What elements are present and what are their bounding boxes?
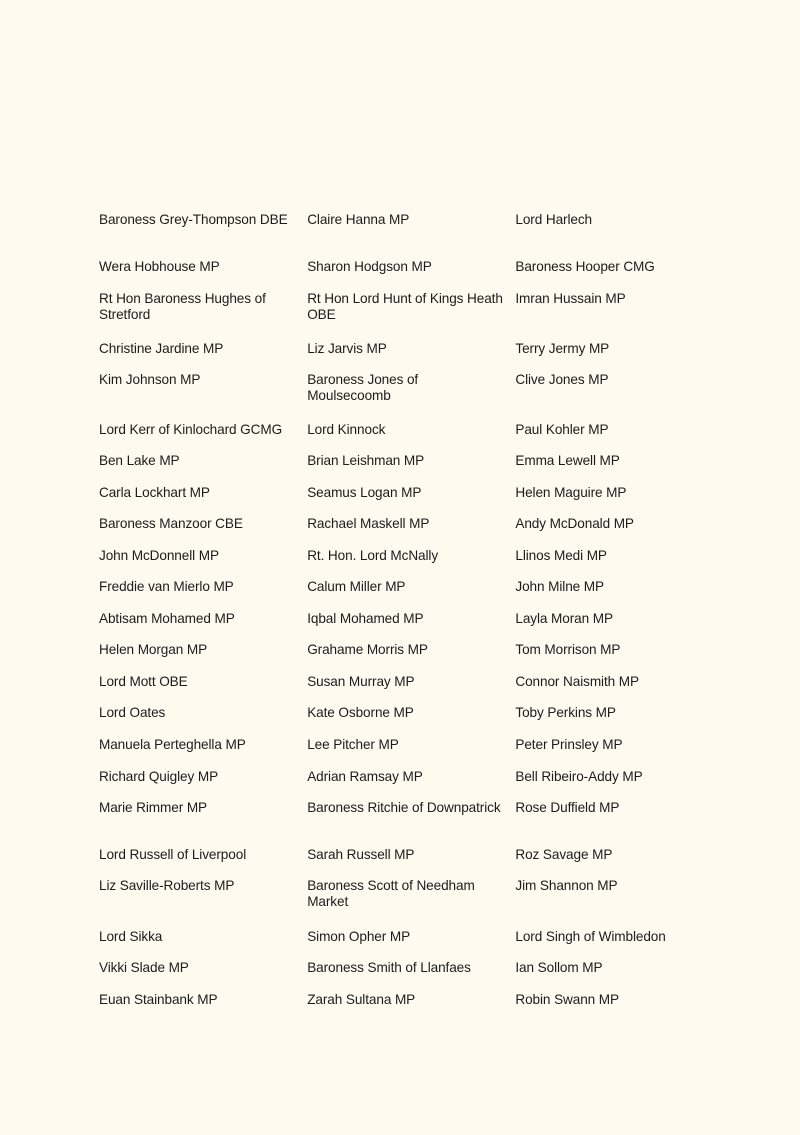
signatory-name: Richard Quigley MP xyxy=(99,769,219,784)
signatory-cell xyxy=(307,372,515,422)
signatory-name: Grahame Morris MP xyxy=(307,642,428,657)
signatory-name: Baroness Ritchie of Downpatrick xyxy=(307,800,501,815)
signatory-cell xyxy=(515,611,719,642)
signatory-name: Lord Kinnock xyxy=(307,422,386,437)
signatory-cell xyxy=(99,705,307,737)
signatory-cell xyxy=(99,960,307,992)
signatory-name: Lord Kerr of Kinlochard GCMG xyxy=(99,422,283,437)
signatory-cell xyxy=(307,642,515,674)
signatory-cell xyxy=(99,422,307,453)
signatory-name: Lord Sikka xyxy=(99,929,163,944)
signatory-name: Robin Swann MP xyxy=(515,992,620,1007)
signatory-row xyxy=(99,372,719,422)
signatory-cell xyxy=(307,341,515,372)
signatory-name: Lord Singh of Wimbledon xyxy=(515,929,666,944)
signatory-name: Lord Russell of Liverpool xyxy=(99,847,247,862)
signatory-cell xyxy=(307,992,515,1023)
signatory-row xyxy=(99,611,719,642)
signatory-cell xyxy=(307,453,515,485)
signatory-row xyxy=(99,878,719,929)
signatory-cell xyxy=(515,341,719,372)
signatory-name: Susan Murray MP xyxy=(307,674,415,689)
signatory-name: Rose Duffield MP xyxy=(515,800,620,815)
signatory-cell xyxy=(515,847,719,878)
signatory-cell xyxy=(99,800,307,847)
signatories-table xyxy=(99,212,719,1023)
signatory-name: Simon Opher MP xyxy=(307,929,411,944)
signatory-row xyxy=(99,453,719,485)
signatory-cell xyxy=(307,769,515,800)
signatory-name: Baroness Grey-Thompson DBE xyxy=(99,212,288,227)
signatories-table-body xyxy=(99,212,719,1023)
signatory-name: John McDonnell MP xyxy=(99,548,219,563)
signatory-cell xyxy=(307,705,515,737)
signatory-name: Lord Harlech xyxy=(515,212,593,227)
signatory-row xyxy=(99,847,719,878)
signatory-row xyxy=(99,737,719,769)
signatory-name: Seamus Logan MP xyxy=(307,485,422,500)
signatory-name: Sharon Hodgson MP xyxy=(307,259,432,274)
signatory-cell xyxy=(99,674,307,705)
signatory-cell xyxy=(307,737,515,769)
signatory-name: Euan Stainbank MP xyxy=(99,992,218,1007)
signatory-cell xyxy=(99,769,307,800)
signatory-cell xyxy=(99,212,307,259)
signatory-cell xyxy=(99,259,307,291)
signatory-name: Ian Sollom MP xyxy=(515,960,603,975)
signatory-name: Rt Hon Baroness Hughes of Stretford xyxy=(99,291,266,322)
signatory-cell xyxy=(99,992,307,1023)
signatory-cell xyxy=(515,422,719,453)
signatory-cell xyxy=(99,611,307,642)
signatory-name: Zarah Sultana MP xyxy=(307,992,416,1007)
signatory-cell xyxy=(515,579,719,611)
signatory-row xyxy=(99,548,719,579)
signatory-row xyxy=(99,259,719,291)
signatory-name: Baroness Jones of Moulsecoomb xyxy=(307,372,419,403)
signatory-name: Kate Osborne MP xyxy=(307,705,414,720)
signatory-row xyxy=(99,579,719,611)
signatory-name: Roz Savage MP xyxy=(515,847,613,862)
signatory-name: Adrian Ramsay MP xyxy=(307,769,423,784)
signatory-cell xyxy=(99,453,307,485)
signatory-cell xyxy=(307,929,515,960)
signatory-name: Calum Miller MP xyxy=(307,579,406,594)
signatory-cell xyxy=(307,611,515,642)
signatory-name: Rt Hon Lord Hunt of Kings Heath OBE xyxy=(307,291,503,322)
signatory-cell xyxy=(99,737,307,769)
signatory-cell xyxy=(515,548,719,579)
signatory-cell xyxy=(99,929,307,960)
signatory-cell xyxy=(307,485,515,516)
signatory-row xyxy=(99,291,719,341)
signatory-cell xyxy=(307,259,515,291)
signatory-name: Terry Jermy MP xyxy=(515,341,610,356)
signatory-cell xyxy=(307,422,515,453)
signatory-name: Rt. Hon. Lord McNally xyxy=(307,548,439,563)
signatory-cell xyxy=(515,372,719,422)
signatory-name: Manuela Perteghella MP xyxy=(99,737,246,752)
signatory-name: Bell Ribeiro-Addy MP xyxy=(515,769,643,784)
signatory-row xyxy=(99,960,719,992)
signatory-name: Carla Lockhart MP xyxy=(99,485,210,500)
signatory-row xyxy=(99,642,719,674)
signatory-name: Vikki Slade MP xyxy=(99,960,189,975)
signatory-cell xyxy=(515,291,719,341)
signatory-cell xyxy=(515,516,719,548)
signatory-name: Christine Jardine MP xyxy=(99,341,224,356)
signatory-cell xyxy=(307,800,515,847)
signatory-cell xyxy=(307,878,515,929)
signatory-name: Clive Jones MP xyxy=(515,372,609,387)
signatory-cell xyxy=(515,485,719,516)
signatory-row xyxy=(99,674,719,705)
signatory-name: Emma Lewell MP xyxy=(515,453,620,468)
signatory-name: Connor Naismith MP xyxy=(515,674,639,689)
signatory-name: Liz Saville-Roberts MP xyxy=(99,878,235,893)
signatory-cell xyxy=(99,291,307,341)
signatory-cell xyxy=(99,847,307,878)
signatory-name: Sarah Russell MP xyxy=(307,847,415,862)
signatory-cell xyxy=(99,516,307,548)
signatory-cell xyxy=(515,800,719,847)
signatory-row xyxy=(99,800,719,847)
signatory-name: Paul Kohler MP xyxy=(515,422,609,437)
signatory-cell xyxy=(515,878,719,929)
signatory-row xyxy=(99,212,719,259)
signatory-name: Lord Oates xyxy=(99,705,166,720)
signatory-row xyxy=(99,422,719,453)
signatory-name: Baroness Smith of Llanfaes xyxy=(307,960,471,975)
signatory-name: Baroness Manzoor CBE xyxy=(99,516,243,531)
signatory-cell xyxy=(307,579,515,611)
signatory-name: Baroness Hooper CMG xyxy=(515,259,655,274)
signatory-cell xyxy=(515,960,719,992)
signatory-row xyxy=(99,341,719,372)
signatory-cell xyxy=(515,929,719,960)
signatory-cell xyxy=(99,372,307,422)
signatory-cell xyxy=(515,674,719,705)
signatory-name: Helen Maguire MP xyxy=(515,485,627,500)
signatory-cell xyxy=(99,548,307,579)
signatory-cell xyxy=(515,769,719,800)
signatory-cell xyxy=(515,705,719,737)
signatory-cell xyxy=(515,212,719,259)
signatory-name: Llinos Medi MP xyxy=(515,548,607,563)
signatory-cell xyxy=(99,579,307,611)
signatory-cell xyxy=(307,548,515,579)
signatory-cell xyxy=(307,847,515,878)
signatory-name: Peter Prinsley MP xyxy=(515,737,623,752)
signatory-name: Lee Pitcher MP xyxy=(307,737,399,752)
signatory-name: Baroness Scott of Needham Market xyxy=(307,878,475,909)
signatory-name: Lord Mott OBE xyxy=(99,674,188,689)
signatory-row xyxy=(99,516,719,548)
signatory-name: Jim Shannon MP xyxy=(515,878,618,893)
signatory-name: Rachael Maskell MP xyxy=(307,516,430,531)
signatory-row xyxy=(99,705,719,737)
signatory-name: Imran Hussain MP xyxy=(515,291,626,306)
signatory-name: Claire Hanna MP xyxy=(307,212,410,227)
signatory-name: Andy McDonald MP xyxy=(515,516,634,531)
signatory-cell xyxy=(307,674,515,705)
signatory-row xyxy=(99,485,719,516)
signatory-name: Wera Hobhouse MP xyxy=(99,259,220,274)
signatory-cell xyxy=(515,259,719,291)
signatory-name: Kim Johnson MP xyxy=(99,372,201,387)
signatory-name: Ben Lake MP xyxy=(99,453,180,468)
signatory-cell xyxy=(99,878,307,929)
signatory-cell xyxy=(307,212,515,259)
signatory-cell xyxy=(99,642,307,674)
signatory-name: Toby Perkins MP xyxy=(515,705,616,720)
signatory-name: Layla Moran MP xyxy=(515,611,613,626)
signatory-cell xyxy=(515,992,719,1023)
signatory-cell xyxy=(307,291,515,341)
signatory-name: Iqbal Mohamed MP xyxy=(307,611,424,626)
signatory-cell xyxy=(515,737,719,769)
signatory-cell xyxy=(99,485,307,516)
signatory-cell xyxy=(99,341,307,372)
signatory-cell xyxy=(515,453,719,485)
signatory-row xyxy=(99,992,719,1023)
signatory-name: Freddie van Mierlo MP xyxy=(99,579,234,594)
signatory-name: Brian Leishman MP xyxy=(307,453,425,468)
signatory-name: Marie Rimmer MP xyxy=(99,800,208,815)
signatory-row xyxy=(99,769,719,800)
signatory-name: Abtisam Mohamed MP xyxy=(99,611,235,626)
signatory-name: Liz Jarvis MP xyxy=(307,341,387,356)
signatory-cell xyxy=(515,642,719,674)
signatory-cell xyxy=(307,516,515,548)
signatory-name: Tom Morrison MP xyxy=(515,642,621,657)
signatory-row xyxy=(99,929,719,960)
signatory-name: John Milne MP xyxy=(515,579,604,594)
signatory-cell xyxy=(307,960,515,992)
signatory-name: Helen Morgan MP xyxy=(99,642,208,657)
